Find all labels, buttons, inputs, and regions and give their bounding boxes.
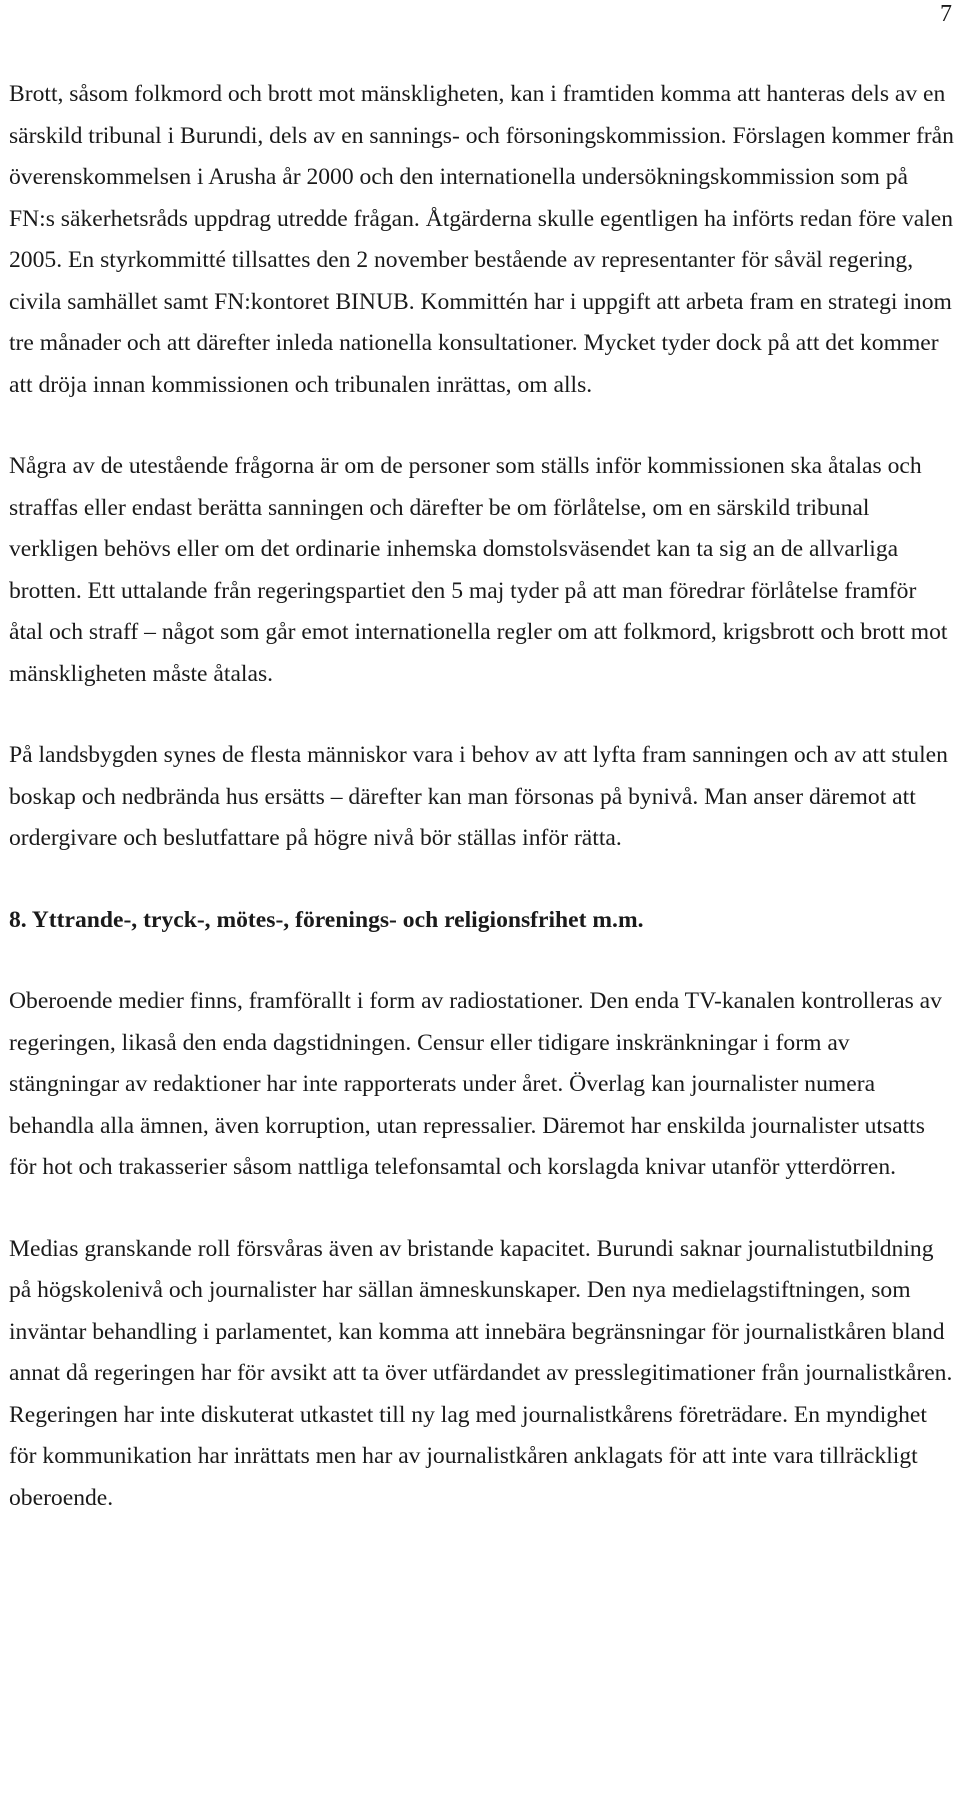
paragraph-outstanding-questions: Några av de utestående frågorna är om de personer som ställs inför kommissionen ska åtalas och straffas eller endast berätta sanningen och därefter be om förlåtelse, om en särskild tribunal verkligen behövs eller om det ordinarie inhemska domstolsväsendet kan ta sig an de allvarliga brotten. Ett uttalande från regeringspartiet den 5 maj tyder på att man föredrar förlåtelse framför åtal och straff – något som går emot internationella regler om att folkmord, krigsbrott och brott mot mänskligheten måste åtalas.	[9, 453, 948, 687]
paragraph-countryside: På landsbygden synes de flesta människor vara i behov av att lyfta fram sanningen och av att stulen boskap och nedbrända hus ersätts – därefter kan man försonas på bynivå. Man anser däremot att ordergivare och beslutfattare på högre nivå bör ställas inför rätta.	[9, 742, 948, 851]
paragraph-independent-media: Oberoende medier finns, framförallt i form av radiostationer. Den enda TV-kanalen kontrolleras av regeringen, likaså den enda dagstidningen. Censur eller tidigare inskränkningar i form av stängningar av redaktioner har inte rapporterats under året. Överlag kan journalister numera behandla alla ämnen, även korruption, utan repressalier. Däremot har enskilda journalister utsatts för hot och trakasserier såsom nattliga telefonsamtal och korslagda knivar utanför ytterdörren.	[9, 988, 942, 1180]
page-number: 7	[940, 1, 952, 27]
paragraph-media-capacity: Medias granskande roll försvåras även av bristande kapacitet. Burundi saknar journalistutbildning på högskolenivå och journalister har sällan ämneskunskaper. Den nya medielagstiftningen, som inväntar behandling i parlamentet, kan komma att innebära begränsningar för journalistkåren bland annat då regeringen har för avsikt att ta över utfärdandet av presslegitimationer från journalistkåren. Regeringen har inte diskuterat utkastet till ny lag med journalistkårens företrädare. En myndighet för kommunikation har inrättats men har av journalistkåren anklagats för att inte vara tillräckligt oberoende.	[9, 1235, 953, 1511]
section-heading-freedoms: 8. Yttrande-, tryck-, mötes-, förenings- och religionsfrihet m.m.	[9, 906, 644, 933]
document-body	[9, 74, 954, 1519]
paragraph-transitional-justice: Brott, såsom folkmord och brott mot mänskligheten, kan i framtiden komma att hanteras dels av en särskild tribunal i Burundi, dels av en sannings- och försoningskommission. Förslagen kommer från överenskommelsen i Arusha år 2000 och den internationella undersökningskommission som på FN:s säkerhetsråds uppdrag utredde frågan. Åtgärderna skulle egentligen ha införts redan före valen 2005. En styrkommitté tillsattes den 2 november bestående av representanter för såväl regering, civila samhället samt FN:kontoret BINUB. Kommittén har i uppgift att arbeta fram en strategi inom tre månader och att därefter inleda nationella konsultationer. Mycket tyder dock på att det kommer att dröja innan kommissionen och tribunalen inrättas, om alls.	[9, 81, 954, 398]
